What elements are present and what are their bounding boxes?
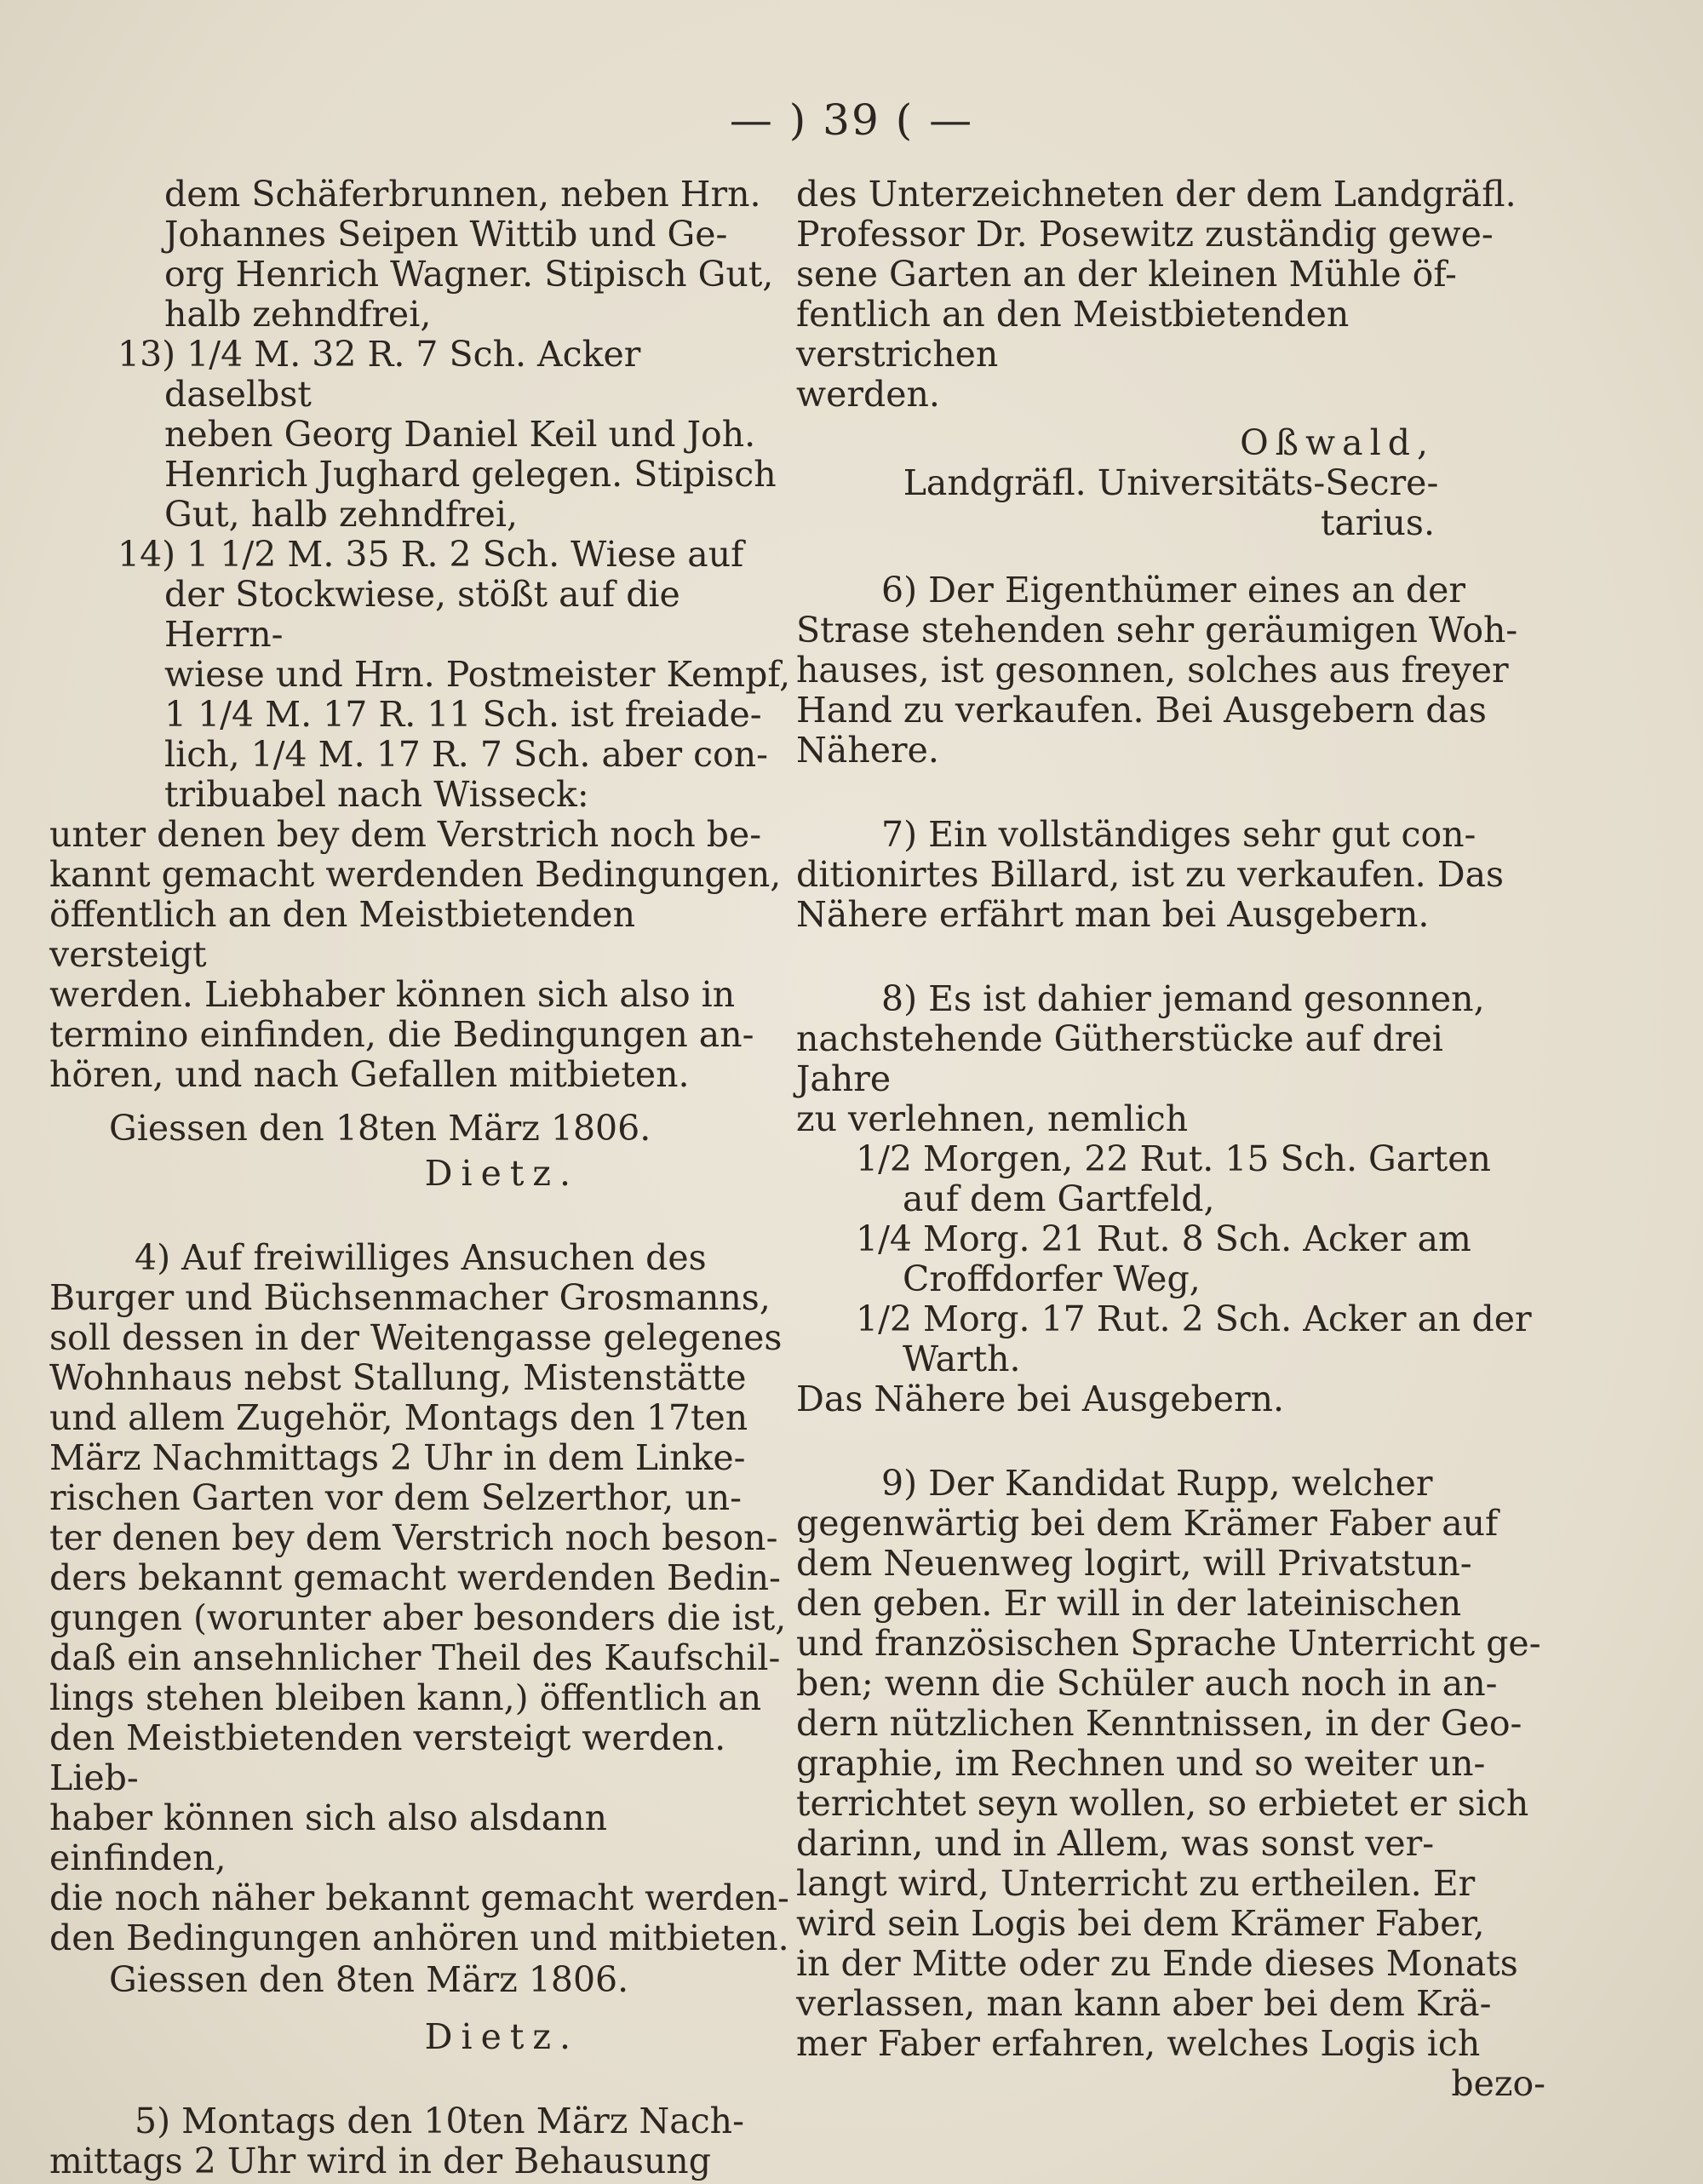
text-line: halb zehndfrei, [164,294,432,335]
list-item: Warth. [903,1338,1021,1379]
notice-5-continued [796,175,1545,415]
text-line: langt wird, Unterricht zu ertheilen. Er [796,1863,1476,1904]
item-14 [49,535,792,815]
text-line: rischen Garten vor dem Selzerthor, un- [49,1477,743,1518]
text-line: hauses, ist gesonnen, solches aus freyer [796,650,1509,691]
text-line: 1 1/4 M. 17 R. 11 Sch. ist freiade- [164,694,762,735]
text-line: kannt gemacht werdenden Bedingungen, [49,854,782,895]
text-line: mer Faber erfahren, welches Logis ich [796,2023,1481,2064]
auction-conditions [49,815,792,1095]
text-line: Professor Dr. Posewitz zuständig gewe- [796,214,1494,255]
text-line: lich, 1/4 M. 17 R. 7 Sch. aber con- [164,734,768,775]
text-line: die noch näher bekannt gemacht werden- [49,1877,789,1918]
list-item: 1/4 Morg. 21 Rut. 8 Sch. Acker am [856,1218,1471,1259]
text-line: sene Garten an der kleinen Mühle öf- [796,254,1457,295]
signature-title: tarius. [1320,502,1435,543]
text-line: dern nützlichen Kenntnissen, in der Geo- [796,1703,1522,1744]
text-line: 14) 1 1/2 M. 35 R. 2 Sch. Wiese auf [118,534,744,575]
text-line: ben; wenn die Schüler auch noch in an- [796,1663,1498,1704]
text-line: Burger und Büchsenmacher Grosmanns, [49,1277,771,1318]
text-line: Nähere. [796,730,939,771]
text-line: 9) Der Kandidat Rupp, welcher [881,1463,1433,1504]
text-line: nachstehende Gütherstücke auf drei Jahre [796,1018,1443,1099]
text-line: termino einfinden, die Bedingungen an- [49,1014,754,1055]
intro-block [49,175,792,335]
list-item: 1/2 Morg. 17 Rut. 2 Sch. Acker an der [856,1298,1532,1339]
text-line: gegenwärtig bei dem Krämer Faber auf [796,1503,1499,1544]
dateline: Giessen den 18ten März 1806. [109,1108,651,1149]
text-line: und französischen Sprache Unterricht ge- [796,1623,1541,1664]
text-line: Das Nähere bei Ausgebern. [796,1379,1285,1419]
list-item: auf dem Gartfeld, [903,1178,1215,1219]
notice-5 [49,2101,792,2181]
text-line: org Henrich Wagner. Stipisch Gut, [164,254,774,295]
text-line: gungen (worunter aber besonders die ist, [49,1597,787,1638]
text-line: öffentlich an den Meistbietenden versteigt [49,894,635,975]
text-line: Strase stehenden sehr geräumigen Woh- [796,610,1518,651]
notice-4 [49,1238,792,1958]
text-line: den Bedingungen anhören und mitbieten. [49,1917,789,1958]
text-line: soll dessen in der Weitengasse gelegenes [49,1317,783,1358]
text-line: Henrich Jughard gelegen. Stipisch [164,454,777,495]
page-number: — ) 39 ( — [729,95,974,145]
right-column [796,175,1545,2104]
text-line: ditionirtes Billard, ist zu verkaufen. Das [796,854,1505,895]
text-line: wiese und Hrn. Postmeister Kempf, [164,654,791,695]
signature: Oßwald, [1240,422,1435,463]
text-line: dem Neuenweg logirt, will Privatstun- [796,1543,1472,1584]
text-line: terrichtet seyn wollen, so erbietet er sich [796,1783,1529,1824]
notice-7 [796,815,1545,935]
text-line: ders bekannt gemacht werdenden Bedin- [49,1557,781,1598]
text-line: darinn, und in Allem, was sonst ver- [796,1823,1435,1864]
text-line: unter denen bey dem Verstrich noch be- [49,814,762,855]
text-line: 6) Der Eigenthümer eines an der [881,570,1466,610]
text-line: Hand zu verkaufen. Bei Ausgebern das [796,690,1487,731]
text-line: in der Mitte oder zu Ende dieses Monats [796,1943,1518,1984]
notice-6 [796,570,1545,771]
text-line: 5) Montags den 10ten März Nach- [135,2101,744,2141]
dateline: Giessen den 8ten März 1806. [109,1959,629,2000]
catchword: bezo- [1451,2063,1545,2104]
text-line: tribuabel nach Wisseck: [164,774,589,815]
text-line: graphie, im Rechnen und so weiter un- [796,1743,1486,1784]
text-line: 13) 1/4 M. 32 R. 7 Sch. Acker daselbst [118,334,641,415]
text-line: März Nachmittags 2 Uhr in dem Linke- [49,1437,746,1478]
text-line: zu verlehnen, nemlich [796,1098,1189,1139]
text-line: daß ein ansehnlicher Theil des Kaufschil- [49,1637,781,1678]
text-line: den Meistbietenden versteigt werden. Lieb- [49,1717,726,1798]
text-line: mittags 2 Uhr wird in der Behausung [49,2141,711,2181]
text-line: Nähere erfährt man bei Ausgebern. [796,894,1430,935]
text-line: Gut, halb zehndfrei, [164,494,519,535]
text-line: den geben. Er will in der lateinischen [796,1583,1462,1624]
text-line: neben Georg Daniel Keil und Joh. [164,414,756,455]
text-line: der Stockwiese, stößt auf die Herrn- [164,574,680,655]
text-line: 7) Ein vollständiges sehr gut con- [881,814,1477,855]
notice-8 [796,979,1545,1419]
text-line: und allem Zugehör, Montags den 17ten [49,1397,748,1438]
text-line: 8) Es ist dahier jemand gesonnen, [881,978,1485,1019]
text-line: fentlich an den Meistbietenden verstrichen [796,294,1350,375]
text-line: Wohnhaus nebst Stallung, Mistenstätte [49,1357,747,1398]
text-line: lings stehen bleiben kann,) öffentlich an [49,1677,762,1718]
text-line: werden. Liebhaber können sich also in [49,974,736,1015]
text-line: des Unterzeichneten der dem Landgräfl. [796,174,1517,215]
text-line: hören, und nach Gefallen mitbieten. [49,1054,690,1095]
notice-9 [796,1464,1545,2064]
list-item: 1/2 Morgen, 22 Rut. 15 Sch. Garten [856,1138,1491,1179]
text-line: ter denen bey dem Verstrich noch beson- [49,1517,778,1558]
text-line: werden. [796,374,940,415]
list-item: Croffdorfer Weg, [903,1258,1201,1299]
item-13 [49,335,792,535]
left-column [49,175,792,2181]
text-line: Johannes Seipen Wittib und Ge- [164,214,728,255]
signature: Dietz. [424,1153,579,1194]
signature: Dietz. [424,2016,579,2057]
text-line: haber können sich also alsdann einfinden, [49,1797,607,1878]
text-line: wird sein Logis bei dem Krämer Faber, [796,1903,1485,1944]
text-line: 4) Auf freiwilliges Ansuchen des [135,1237,707,1278]
text-line: verlassen, man kann aber bei dem Krä- [796,1983,1492,2024]
signature-title: Landgräfl. Universitäts-Secre- [903,462,1439,503]
text-line: dem Schäferbrunnen, neben Hrn. [164,174,761,215]
